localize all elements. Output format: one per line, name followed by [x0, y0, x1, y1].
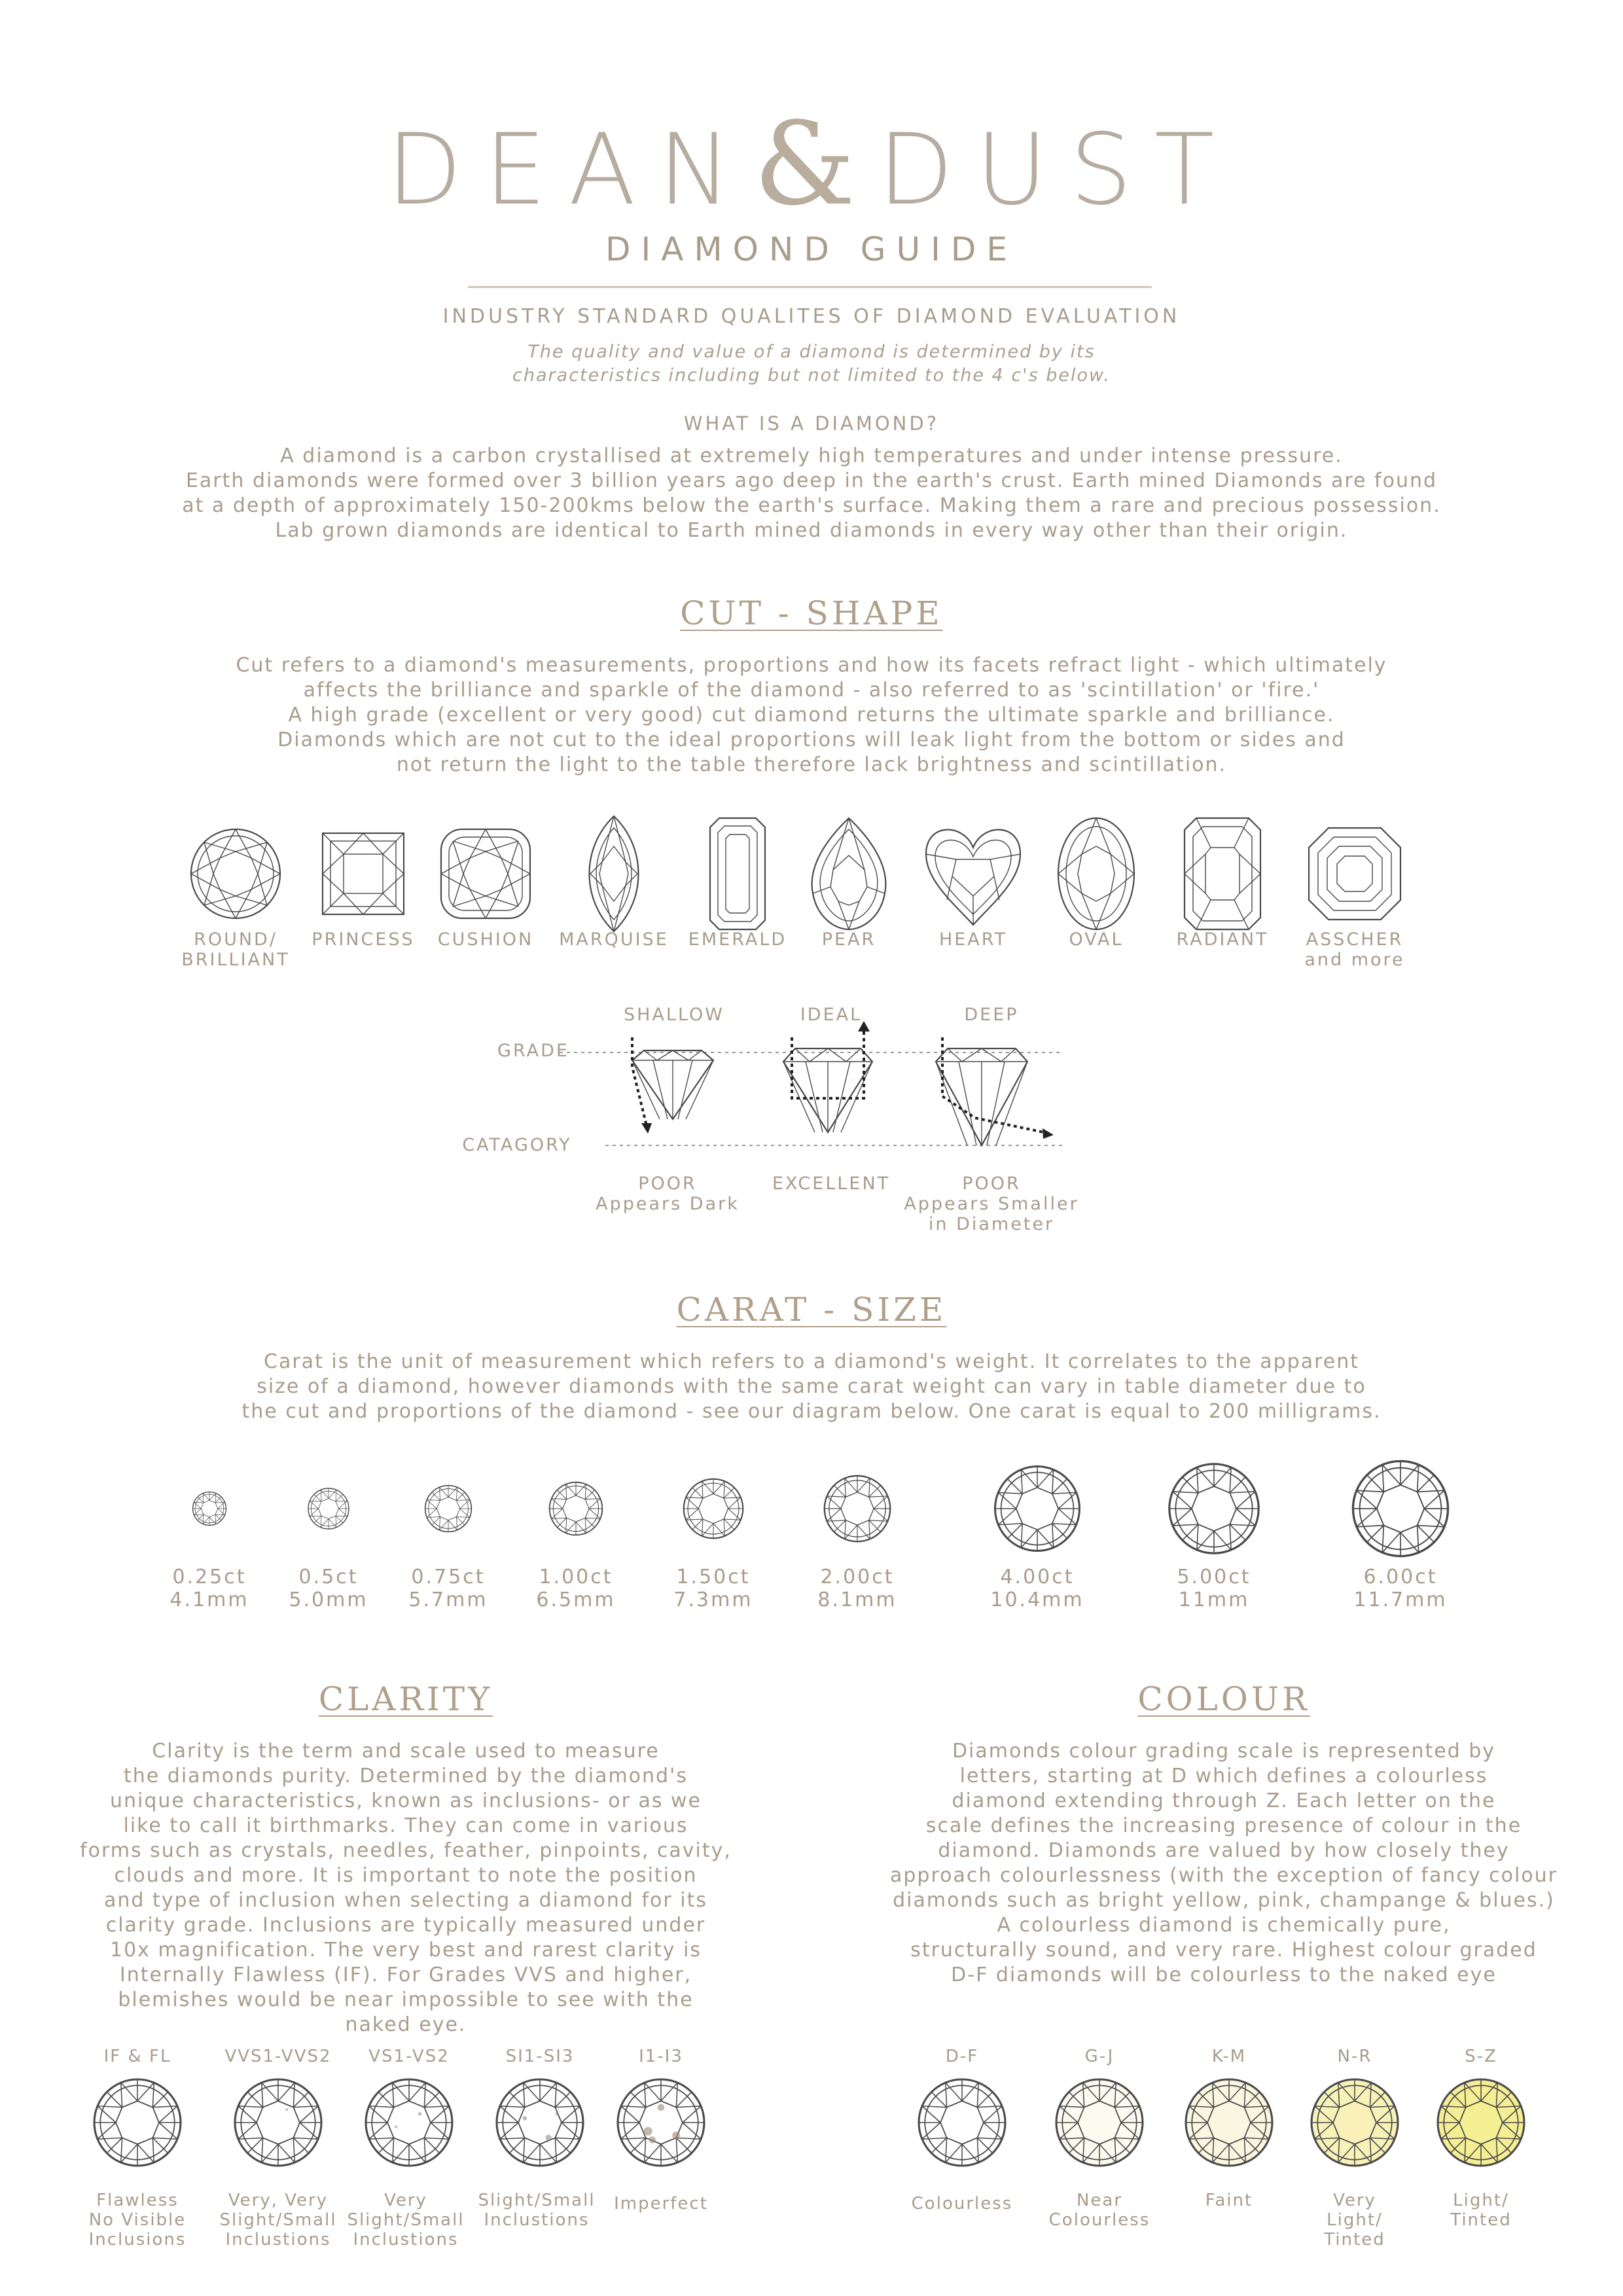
clarity-body: Clarity is the term and scale used to measure the diamonds purity. Determined by the diamond's unique characteristics, known as inclusions- or as we like to call it birthmarks. They can come in various forms such as crystals, needles, feather, pinpoints, cavity, clouds and more. It is important to note the position and type of inclusion when selecting a diamond for its clarity grade. Inclusions are typically measured under 10x magnification. The very best and rarest clarity is Internally Flawless (IF). For Grades VVS and higher, blemishes would be near impossible to see with the naked eye. — [80, 1740, 732, 2036]
prop-top-ideal: IDEAL — [800, 1005, 863, 1025]
carat-size-label: 4.00ct 10.4mm — [990, 1566, 1084, 1611]
colour-code: S-Z — [1465, 2047, 1497, 2066]
radiant-icon — [1185, 818, 1260, 929]
what-body: A diamond is a carbon crystallised at extremely high temperatures and under intense pressure. Earth diamonds were formed over 3 billion years ago deep in the earth's crust. Earth mined Diamonds are found at a depth of approximately 150-200kms below the earth's surface. Making them a rare and precious possession. Lab grown diamonds are identical to Earth mined diamonds in every way other than their origin. — [182, 444, 1441, 542]
clarity-code: I1-I3 — [639, 2047, 683, 2066]
carat-size-label: 0.25ct 4.1mm — [169, 1566, 249, 1611]
carat-diamond-icon — [1169, 1464, 1258, 1553]
cut-proportion-diagram — [0, 1021, 1623, 1165]
brand-left: DEAN — [386, 113, 754, 227]
round-icon — [191, 829, 280, 918]
carat-size-icons — [0, 1440, 1623, 1558]
carat-size-label: 2.00ct 8.1mm — [817, 1566, 897, 1611]
colour-diamond-icon — [1186, 2079, 1272, 2166]
carat-diamond-icon — [684, 1479, 743, 1539]
carat-heading: CARAT - SIZE — [676, 1291, 947, 1329]
carat-diamond-icon — [825, 1476, 890, 1541]
emerald-icon — [710, 818, 765, 929]
deep-diamond-icon — [936, 1037, 1054, 1145]
brand-ampersand: & — [753, 98, 878, 231]
asscher-icon — [1309, 828, 1400, 920]
colour-code: G-J — [1084, 2047, 1115, 2066]
carat-size-label: 1.50ct 7.3mm — [673, 1566, 753, 1611]
prop-bottom-deep: POOR Appears Smaller in Diameter — [904, 1174, 1079, 1234]
carat-diamond-icon — [995, 1467, 1080, 1551]
clarity-desc: Very, Very Slight/Small Inclustions — [219, 2191, 337, 2250]
grade-diamond-icons — [0, 2068, 1623, 2179]
intro-text: The quality and value of a diamond is determined by its characteristics including but not limited to the 4 c's below. — [512, 342, 1111, 386]
cushion-icon — [441, 829, 530, 918]
colour-desc: Near Colourless — [1048, 2191, 1150, 2230]
shallow-diamond-icon — [632, 1037, 713, 1134]
prop-top-deep: DEEP — [964, 1005, 1019, 1025]
colour-body: Diamonds colour grading scale is represented by letters, starting at D which defines a colourless diamond extending through Z. Each letter on the scale defines the increasing presence of colour in the diamond. Diamonds are valued by how closely they approach colourlessness (with the exception of fancy colour diamonds such as bright yellow, pink, champange & blues.) A colourless diamond is chemically pure, structurally sound, and very rare. Highest colour graded D-F diamonds will be colourless to the naked eye — [889, 1740, 1558, 1986]
shape-label-emerald: EMERALD — [688, 929, 787, 950]
clarity-diamond-icon — [235, 2079, 321, 2166]
colour-diamond-icon — [1056, 2079, 1143, 2166]
clarity-diamond-icon — [618, 2079, 704, 2166]
clarity-desc: Very Slight/Small Inclustions — [347, 2191, 465, 2250]
prop-bottom-ideal: EXCELLENT — [772, 1174, 891, 1194]
shape-label-round: ROUND/ BRILLIANT — [181, 929, 290, 970]
title-divider — [468, 286, 1152, 288]
shape-label-radiant: RADIANT — [1176, 929, 1269, 950]
oval-icon — [1058, 818, 1134, 929]
carat-size-label: 0.75ct 5.7mm — [408, 1566, 488, 1611]
carat-diamond-icon — [193, 1492, 226, 1526]
page-subtitle: INDUSTRY STANDARD QUALITES OF DIAMOND EVALUATION — [442, 305, 1181, 328]
shape-label-pear: PEAR — [821, 929, 876, 950]
brand-logo — [0, 98, 1623, 231]
brand-right: DUST — [878, 113, 1237, 227]
colour-code: N-R — [1337, 2047, 1372, 2066]
pear-icon — [812, 818, 886, 929]
shape-label-oval: OVAL — [1069, 929, 1124, 950]
colour-desc: Light/ Tinted — [1450, 2191, 1512, 2230]
marquise-icon — [590, 816, 639, 931]
clarity-code: SI1-SI3 — [505, 2047, 575, 2066]
colour-desc: Faint — [1205, 2191, 1253, 2210]
prop-row-grade: GRADE — [497, 1041, 569, 1061]
shape-label-asscher: ASSCHER and more — [1304, 929, 1405, 970]
page-title: DIAMOND GUIDE — [605, 230, 1018, 268]
prop-row-category: CATAGORY — [462, 1135, 572, 1155]
colour-desc: Very Light/ Tinted — [1324, 2191, 1385, 2250]
colour-diamond-icon — [919, 2079, 1005, 2166]
colour-heading: COLOUR — [1137, 1680, 1310, 1718]
clarity-diamond-icon — [366, 2079, 452, 2166]
clarity-heading: CLARITY — [318, 1680, 493, 1718]
prop-bottom-shallow: POOR Appears Dark — [596, 1174, 740, 1214]
clarity-code: VS1-VS2 — [368, 2047, 450, 2066]
carat-size-label: 0.5ct 5.0mm — [289, 1566, 368, 1611]
what-heading: WHAT IS A DIAMOND? — [683, 412, 940, 435]
colour-diamond-icon — [1311, 2079, 1398, 2166]
carat-size-label: 5.00ct 11mm — [1177, 1566, 1251, 1611]
princess-icon — [323, 833, 404, 914]
prop-top-shallow: SHALLOW — [624, 1005, 724, 1025]
carat-size-label: 6.00ct 11.7mm — [1353, 1566, 1448, 1611]
carat-diamond-icon — [550, 1482, 603, 1535]
carat-body: Carat is the unit of measurement which refers to a diamond's weight. It correlates to the apparent size of a diamond, however diamonds with the same carat weight can vary in table diameter due to the cut and proportions of the diamond - see our diagram below. One carat is equal to 200 milligrams. — [241, 1350, 1382, 1423]
clarity-desc: Imperfect — [614, 2194, 708, 2214]
carat-diamond-icon — [308, 1488, 349, 1529]
shape-label-princess: PRINCESS — [312, 929, 415, 950]
carat-diamond-icon — [1353, 1461, 1448, 1556]
clarity-diamond-icon — [497, 2079, 583, 2166]
carat-diamond-icon — [425, 1486, 472, 1532]
clarity-code: IF & FL — [103, 2047, 171, 2066]
clarity-code: VVS1-VVS2 — [224, 2047, 332, 2066]
cut-heading: CUT - SHAPE — [680, 594, 943, 632]
shape-label-marquise: MARQUISE — [559, 929, 669, 950]
heart-icon — [926, 830, 1020, 925]
colour-code: K-M — [1211, 2047, 1247, 2066]
colour-diamond-icon — [1438, 2079, 1524, 2166]
cut-body: Cut refers to a diamond's measurements, proportions and how its facets refract light - which ultimately affects the brilliance and sparkle of the diamond - also referred to as 'scintillation' or 'fire.' A high grade (excellent or very good) cut diamond returns the ultimate sparkle and brilliance. Diamonds which are not cut to the ideal proportions will leak light from the bottom or sides and not return the light to the table therefore lack brightness and scintillation. — [236, 654, 1387, 776]
carat-size-label: 1.00ct 6.5mm — [536, 1566, 616, 1611]
clarity-desc: Slight/Small Inclustions — [478, 2191, 596, 2230]
clarity-diamond-icon — [94, 2079, 181, 2166]
shape-label-heart: HEART — [938, 929, 1008, 950]
clarity-desc: Flawless No Visible Inclusions — [88, 2191, 187, 2250]
shape-label-cushion: CUSHION — [437, 929, 534, 950]
colour-code: D-F — [945, 2047, 979, 2066]
ideal-diamond-icon — [783, 1021, 872, 1132]
colour-desc: Colourless — [911, 2194, 1013, 2214]
